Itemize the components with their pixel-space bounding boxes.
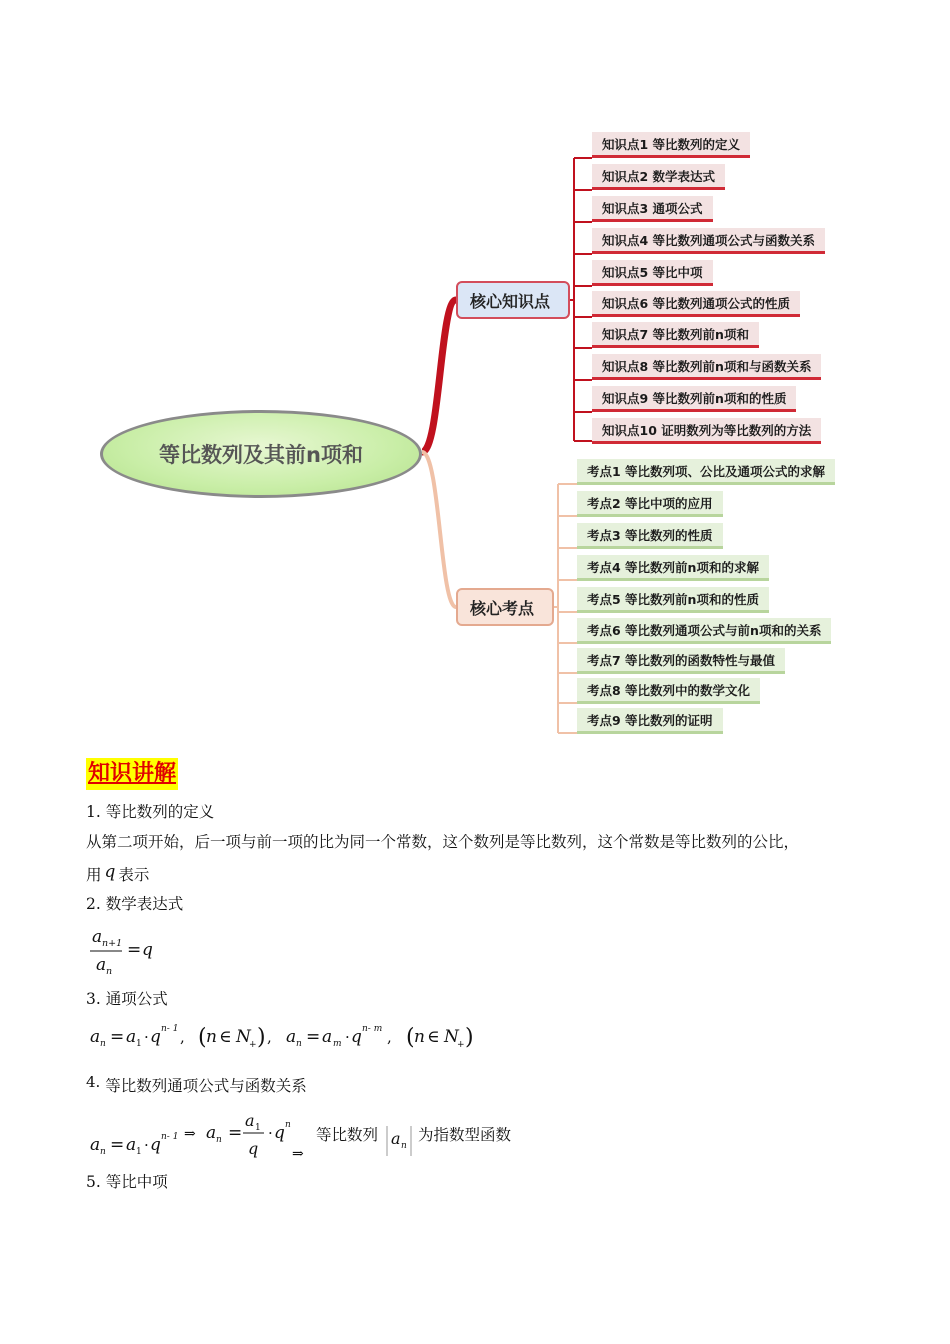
s4-function-formula [86, 1106, 326, 1162]
svg-text:a: a [391, 1129, 401, 1148]
s4-title [86, 1071, 307, 1097]
svg-text:q: q [150, 1135, 161, 1155]
s3-title: 3. 通项公式 [86, 990, 168, 1008]
svg-text:a: a [322, 1027, 333, 1047]
s2-title: 2. 数学表达式 [86, 895, 184, 913]
svg-text:n- 1: n- 1 [161, 1024, 179, 1034]
svg-text:n: n [100, 1039, 106, 1049]
knowledge-point-7: 知识点7 等比数列前n项和 [592, 322, 759, 348]
knowledge-point-5: 知识点5 等比中项 [592, 260, 713, 286]
svg-text:1: 1 [136, 1147, 142, 1157]
svg-text:): ) [257, 1025, 266, 1050]
s1-text-line-1: 从第二项开始，后一项与前一项的比为同一个常数，这个数列是等比数列，这个常数是等比数列的公比， [86, 833, 800, 851]
svg-text:,: , [387, 1028, 392, 1046]
svg-text:=: = [110, 1135, 125, 1155]
svg-text:=: = [127, 940, 142, 960]
exam-point-7: 考点7 等比数列的函数特性与最值 [577, 648, 785, 674]
s3-general-term-formula [86, 1016, 506, 1056]
s1-text-line-2 [86, 861, 149, 886]
svg-text:n: n [401, 1141, 407, 1151]
svg-text:,: , [180, 1028, 185, 1046]
s4-title-number: 4. [86, 1073, 101, 1091]
s1-var-q: q [104, 862, 116, 882]
branch-core-exam: 核心考点 [456, 588, 554, 626]
svg-text:1: 1 [136, 1039, 142, 1049]
knowledge-point-1: 知识点1 等比数列的定义 [592, 132, 750, 158]
svg-text:∈: ∈ [427, 1027, 440, 1047]
s1-text-post: 表示 [118, 866, 150, 884]
knowledge-point-9: 知识点9 等比数列前n项和的性质 [592, 386, 796, 412]
svg-text:N: N [236, 1027, 251, 1047]
exam-point-3: 考点3 等比数列的性质 [577, 523, 723, 549]
svg-text:·: · [144, 1028, 149, 1046]
s1-title: 1. 等比数列的定义 [86, 803, 215, 821]
svg-text:q: q [142, 940, 153, 960]
s4-tail-b: 为指数型函数 [418, 1126, 512, 1144]
svg-text:·: · [268, 1124, 273, 1142]
svg-text:+: + [457, 1040, 465, 1050]
svg-text:,: , [267, 1028, 272, 1046]
svg-text:n: n [100, 1147, 106, 1157]
knowledge-point-2: 知识点2 数学表达式 [592, 164, 725, 190]
knowledge-point-8: 知识点8 等比数列前n项和与函数关系 [592, 354, 821, 380]
svg-text:a: a [126, 1135, 137, 1155]
mind-map-root: 等比数列及其前n项和 [100, 410, 422, 498]
svg-text:a: a [90, 1027, 101, 1047]
svg-text:1: 1 [255, 1123, 261, 1133]
s4-title-text: 等比数列通项公式与函数关系 [105, 1077, 307, 1095]
svg-text:a: a [286, 1027, 297, 1047]
s4-tail-2 [418, 1124, 511, 1146]
svg-text:·: · [144, 1136, 149, 1154]
svg-text:n: n [216, 1135, 222, 1145]
svg-text:⇒: ⇒ [184, 1126, 196, 1142]
exam-point-4: 考点4 等比数列前n项和的求解 [577, 555, 769, 581]
svg-text:(: ( [198, 1025, 207, 1050]
knowledge-point-10: 知识点10 证明数列为等比数列的方法 [592, 418, 821, 444]
exam-point-9: 考点9 等比数列的证明 [577, 708, 723, 734]
svg-text:⇒: ⇒ [292, 1146, 304, 1162]
knowledge-point-6: 知识点6 等比数列通项公式的性质 [592, 291, 800, 317]
svg-text:a: a [126, 1027, 137, 1047]
knowledge-point-4: 知识点4 等比数列通项公式与函数关系 [592, 228, 825, 254]
svg-text:n- m: n- m [362, 1024, 383, 1034]
svg-text:·: · [345, 1028, 350, 1046]
exam-point-6: 考点6 等比数列通项公式与前n项和的关系 [577, 618, 831, 644]
exam-point-1: 考点1 等比数列项、公比及通项公式的求解 [577, 459, 835, 485]
exam-point-5: 考点5 等比数列前n项和的性质 [577, 587, 769, 613]
svg-text:m: m [333, 1039, 342, 1049]
s1-text-pre: 用 [86, 866, 102, 884]
svg-text:n+1: n+1 [102, 938, 123, 949]
exam-point-8: 考点8 等比数列中的数学文化 [577, 678, 760, 704]
svg-text:): ) [465, 1025, 474, 1050]
exam-point-2: 考点2 等比中项的应用 [577, 491, 723, 517]
svg-text:a: a [206, 1123, 217, 1143]
svg-text:n: n [206, 1027, 217, 1047]
svg-text:n: n [414, 1027, 425, 1047]
svg-text:a: a [92, 927, 103, 947]
svg-text:q: q [274, 1123, 285, 1143]
knowledge-point-3: 知识点3 通项公式 [592, 196, 713, 222]
svg-text:=: = [228, 1123, 243, 1143]
svg-text:q: q [351, 1027, 362, 1047]
svg-text:q: q [150, 1027, 161, 1047]
svg-text:∈: ∈ [219, 1027, 232, 1047]
s2-ratio-formula [86, 922, 166, 978]
svg-text:n: n [296, 1039, 302, 1049]
s5-title: 5. 等比中项 [86, 1173, 168, 1191]
s4-tail [316, 1124, 378, 1146]
svg-text:q: q [248, 1139, 259, 1158]
svg-text:=: = [110, 1027, 125, 1047]
svg-text:=: = [306, 1027, 321, 1047]
svg-text:a: a [245, 1111, 255, 1130]
svg-text:n: n [106, 966, 113, 977]
s4-tail-a: 等比数列 [316, 1126, 379, 1144]
s4-sequence-symbol [382, 1122, 418, 1158]
svg-text:+: + [249, 1040, 257, 1050]
svg-text:N: N [444, 1027, 459, 1047]
svg-text:a: a [90, 1135, 101, 1155]
svg-text:n- 1: n- 1 [161, 1132, 179, 1142]
svg-text:n: n [285, 1120, 291, 1130]
svg-text:a: a [96, 955, 107, 975]
svg-text:(: ( [406, 1025, 415, 1050]
branch-core-knowledge: 核心知识点 [456, 281, 570, 319]
section-heading: 知识讲解 [86, 758, 178, 790]
